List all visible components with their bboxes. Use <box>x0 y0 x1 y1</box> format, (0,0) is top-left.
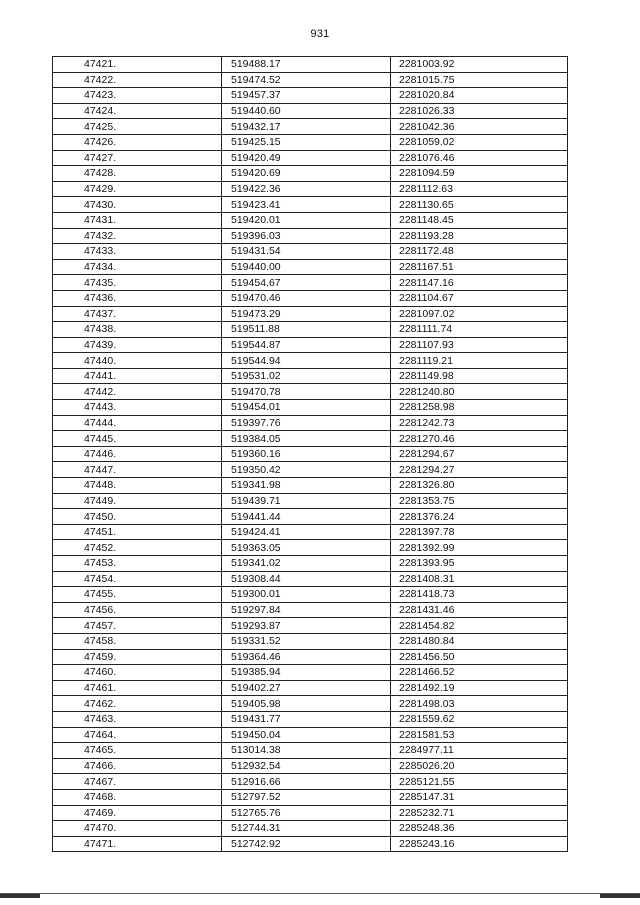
y-coordinate-cell: 2281003.92 <box>391 57 568 73</box>
x-coordinate-cell: 519341.98 <box>222 478 391 494</box>
y-coordinate-cell: 2281059.02 <box>391 134 568 150</box>
x-coordinate-cell: 519405.98 <box>222 696 391 712</box>
point-id-cell: 47461. <box>53 680 222 696</box>
table-row <box>53 259 568 275</box>
table-row <box>53 665 568 681</box>
point-id-cell: 47436. <box>53 290 222 306</box>
y-coordinate-cell: 2281119.21 <box>391 353 568 369</box>
point-id-cell: 47460. <box>53 665 222 681</box>
x-coordinate-cell: 519450.04 <box>222 727 391 743</box>
y-coordinate-cell: 2281559.62 <box>391 711 568 727</box>
y-coordinate-cell: 2281498.03 <box>391 696 568 712</box>
x-coordinate-cell: 519454.67 <box>222 275 391 291</box>
point-id-cell: 47444. <box>53 415 222 431</box>
y-coordinate-cell: 2281294.67 <box>391 446 568 462</box>
y-coordinate-cell: 2285026.20 <box>391 758 568 774</box>
table-row <box>53 571 568 587</box>
x-coordinate-cell: 519473.29 <box>222 306 391 322</box>
x-coordinate-cell: 519420.01 <box>222 212 391 228</box>
x-coordinate-cell: 519439.71 <box>222 493 391 509</box>
x-coordinate-cell: 519431.54 <box>222 244 391 260</box>
table-row <box>53 322 568 338</box>
table-row <box>53 836 568 852</box>
y-coordinate-cell: 2281149.98 <box>391 368 568 384</box>
point-id-cell: 47463. <box>53 711 222 727</box>
x-coordinate-cell: 519544.87 <box>222 337 391 353</box>
x-coordinate-cell: 519363.05 <box>222 540 391 556</box>
point-id-cell: 47424. <box>53 103 222 119</box>
y-coordinate-cell: 2281148.45 <box>391 212 568 228</box>
x-coordinate-cell: 519341.02 <box>222 556 391 572</box>
table-row <box>53 462 568 478</box>
y-coordinate-cell: 2281167.51 <box>391 259 568 275</box>
point-id-cell: 47467. <box>53 774 222 790</box>
table-row <box>53 774 568 790</box>
point-id-cell: 47428. <box>53 166 222 182</box>
x-coordinate-cell: 512797.52 <box>222 789 391 805</box>
x-coordinate-cell: 519470.46 <box>222 290 391 306</box>
y-coordinate-cell: 2281147.16 <box>391 275 568 291</box>
point-id-cell: 47432. <box>53 228 222 244</box>
x-coordinate-cell: 519384.05 <box>222 431 391 447</box>
point-id-cell: 47458. <box>53 633 222 649</box>
point-id-cell: 47452. <box>53 540 222 556</box>
point-id-cell: 47449. <box>53 493 222 509</box>
table-row <box>53 821 568 837</box>
x-coordinate-cell: 519531.02 <box>222 368 391 384</box>
table-row <box>53 88 568 104</box>
x-coordinate-cell: 519350.42 <box>222 462 391 478</box>
y-coordinate-cell: 2281270.46 <box>391 431 568 447</box>
coordinate-table <box>52 56 568 852</box>
y-coordinate-cell: 2285243.16 <box>391 836 568 852</box>
point-id-cell: 47455. <box>53 587 222 603</box>
table-row <box>53 805 568 821</box>
y-coordinate-cell: 2281408.31 <box>391 571 568 587</box>
y-coordinate-cell: 2285232.71 <box>391 805 568 821</box>
y-coordinate-cell: 2281480.84 <box>391 633 568 649</box>
scan-edge-mark-right <box>600 894 640 898</box>
x-coordinate-cell: 519441.44 <box>222 509 391 525</box>
table-row <box>53 134 568 150</box>
x-coordinate-cell: 519396.03 <box>222 228 391 244</box>
point-id-cell: 47433. <box>53 244 222 260</box>
table-row <box>53 446 568 462</box>
y-coordinate-cell: 2281111.74 <box>391 322 568 338</box>
table-row <box>53 618 568 634</box>
point-id-cell: 47430. <box>53 197 222 213</box>
table-row <box>53 166 568 182</box>
point-id-cell: 47438. <box>53 322 222 338</box>
point-id-cell: 47447. <box>53 462 222 478</box>
x-coordinate-cell: 519488.17 <box>222 57 391 73</box>
y-coordinate-cell: 2281418.73 <box>391 587 568 603</box>
x-coordinate-cell: 519300.01 <box>222 587 391 603</box>
point-id-cell: 47421. <box>53 57 222 73</box>
y-coordinate-cell: 2281020.84 <box>391 88 568 104</box>
y-coordinate-cell: 2281431.46 <box>391 602 568 618</box>
y-coordinate-cell: 2281107.93 <box>391 337 568 353</box>
x-coordinate-cell: 519511.88 <box>222 322 391 338</box>
table-row <box>53 602 568 618</box>
table-row <box>53 275 568 291</box>
x-coordinate-cell: 519422.36 <box>222 181 391 197</box>
x-coordinate-cell: 512742.92 <box>222 836 391 852</box>
table-row <box>53 743 568 759</box>
y-coordinate-cell: 2281094.59 <box>391 166 568 182</box>
table-row <box>53 649 568 665</box>
x-coordinate-cell: 519440.00 <box>222 259 391 275</box>
point-id-cell: 47453. <box>53 556 222 572</box>
x-coordinate-cell: 519420.69 <box>222 166 391 182</box>
point-id-cell: 47454. <box>53 571 222 587</box>
table-row <box>53 353 568 369</box>
point-id-cell: 47468. <box>53 789 222 805</box>
table-row <box>53 727 568 743</box>
y-coordinate-cell: 2281097.02 <box>391 306 568 322</box>
x-coordinate-cell: 512932.54 <box>222 758 391 774</box>
point-id-cell: 47445. <box>53 431 222 447</box>
y-coordinate-cell: 2284977.11 <box>391 743 568 759</box>
table-row <box>53 306 568 322</box>
x-coordinate-cell: 519402.27 <box>222 680 391 696</box>
point-id-cell: 47466. <box>53 758 222 774</box>
point-id-cell: 47429. <box>53 181 222 197</box>
table-row <box>53 244 568 260</box>
table-row <box>53 400 568 416</box>
table-row <box>53 72 568 88</box>
x-coordinate-cell: 519364.46 <box>222 649 391 665</box>
point-id-cell: 47423. <box>53 88 222 104</box>
y-coordinate-cell: 2281454.82 <box>391 618 568 634</box>
point-id-cell: 47464. <box>53 727 222 743</box>
point-id-cell: 47442. <box>53 384 222 400</box>
x-coordinate-cell: 519297.84 <box>222 602 391 618</box>
y-coordinate-cell: 2281353.75 <box>391 493 568 509</box>
y-coordinate-cell: 2281112.63 <box>391 181 568 197</box>
point-id-cell: 47457. <box>53 618 222 634</box>
table-row <box>53 119 568 135</box>
table-row <box>53 415 568 431</box>
x-coordinate-cell: 519423.41 <box>222 197 391 213</box>
table-row <box>53 789 568 805</box>
table-row <box>53 197 568 213</box>
x-coordinate-cell: 513014.38 <box>222 743 391 759</box>
table-row <box>53 228 568 244</box>
table-row <box>53 431 568 447</box>
point-id-cell: 47426. <box>53 134 222 150</box>
x-coordinate-cell: 519308.44 <box>222 571 391 587</box>
table-row <box>53 368 568 384</box>
table-row <box>53 509 568 525</box>
x-coordinate-cell: 519293.87 <box>222 618 391 634</box>
x-coordinate-cell: 519454.01 <box>222 400 391 416</box>
table-row <box>53 337 568 353</box>
x-coordinate-cell: 519470.78 <box>222 384 391 400</box>
x-coordinate-cell: 519431.77 <box>222 711 391 727</box>
table-row <box>53 212 568 228</box>
y-coordinate-cell: 2281242.73 <box>391 415 568 431</box>
table-row <box>53 540 568 556</box>
point-id-cell: 47465. <box>53 743 222 759</box>
x-coordinate-cell: 519544.94 <box>222 353 391 369</box>
x-coordinate-cell: 519424.41 <box>222 524 391 540</box>
y-coordinate-cell: 2281492.19 <box>391 680 568 696</box>
point-id-cell: 47450. <box>53 509 222 525</box>
y-coordinate-cell: 2281172.48 <box>391 244 568 260</box>
y-coordinate-cell: 2285147.31 <box>391 789 568 805</box>
table-row <box>53 478 568 494</box>
x-coordinate-cell: 519432.17 <box>222 119 391 135</box>
table-row <box>53 524 568 540</box>
y-coordinate-cell: 2285121.55 <box>391 774 568 790</box>
point-id-cell: 47435. <box>53 275 222 291</box>
point-id-cell: 47470. <box>53 821 222 837</box>
point-id-cell: 47437. <box>53 306 222 322</box>
point-id-cell: 47425. <box>53 119 222 135</box>
y-coordinate-cell: 2281130.65 <box>391 197 568 213</box>
y-coordinate-cell: 2281026.33 <box>391 103 568 119</box>
point-id-cell: 47431. <box>53 212 222 228</box>
x-coordinate-cell: 519457.37 <box>222 88 391 104</box>
table-row <box>53 711 568 727</box>
coordinate-table-body <box>53 57 568 852</box>
y-coordinate-cell: 2281294.27 <box>391 462 568 478</box>
y-coordinate-cell: 2281104.67 <box>391 290 568 306</box>
point-id-cell: 47427. <box>53 150 222 166</box>
x-coordinate-cell: 519397.76 <box>222 415 391 431</box>
table-row <box>53 150 568 166</box>
x-coordinate-cell: 519420.49 <box>222 150 391 166</box>
page-bottom-rule <box>0 893 640 894</box>
table-row <box>53 680 568 696</box>
y-coordinate-cell: 2281456.50 <box>391 649 568 665</box>
table-row <box>53 587 568 603</box>
table-row <box>53 181 568 197</box>
table-row <box>53 103 568 119</box>
table-row <box>53 290 568 306</box>
page-number: 931 <box>310 28 330 40</box>
x-coordinate-cell: 512744.31 <box>222 821 391 837</box>
point-id-cell: 47422. <box>53 72 222 88</box>
y-coordinate-cell: 2281581.53 <box>391 727 568 743</box>
y-coordinate-cell: 2281392.99 <box>391 540 568 556</box>
point-id-cell: 47434. <box>53 259 222 275</box>
y-coordinate-cell: 2285248.36 <box>391 821 568 837</box>
table-row <box>53 493 568 509</box>
y-coordinate-cell: 2281466.52 <box>391 665 568 681</box>
point-id-cell: 47469. <box>53 805 222 821</box>
x-coordinate-cell: 519331.52 <box>222 633 391 649</box>
point-id-cell: 47448. <box>53 478 222 494</box>
y-coordinate-cell: 2281326.80 <box>391 478 568 494</box>
y-coordinate-cell: 2281376.24 <box>391 509 568 525</box>
point-id-cell: 47462. <box>53 696 222 712</box>
table-row <box>53 384 568 400</box>
x-coordinate-cell: 519385.94 <box>222 665 391 681</box>
point-id-cell: 47459. <box>53 649 222 665</box>
x-coordinate-cell: 519360.16 <box>222 446 391 462</box>
table-row <box>53 696 568 712</box>
point-id-cell: 47441. <box>53 368 222 384</box>
y-coordinate-cell: 2281042.36 <box>391 119 568 135</box>
point-id-cell: 47443. <box>53 400 222 416</box>
x-coordinate-cell: 512916.66 <box>222 774 391 790</box>
y-coordinate-cell: 2281193.28 <box>391 228 568 244</box>
point-id-cell: 47456. <box>53 602 222 618</box>
x-coordinate-cell: 519425.15 <box>222 134 391 150</box>
table-row <box>53 57 568 73</box>
table-row <box>53 556 568 572</box>
table-row <box>53 758 568 774</box>
y-coordinate-cell: 2281076.46 <box>391 150 568 166</box>
y-coordinate-cell: 2281393.95 <box>391 556 568 572</box>
point-id-cell: 47446. <box>53 446 222 462</box>
x-coordinate-cell: 512765.76 <box>222 805 391 821</box>
y-coordinate-cell: 2281258.98 <box>391 400 568 416</box>
x-coordinate-cell: 519474.52 <box>222 72 391 88</box>
point-id-cell: 47440. <box>53 353 222 369</box>
table-row <box>53 633 568 649</box>
point-id-cell: 47451. <box>53 524 222 540</box>
point-id-cell: 47439. <box>53 337 222 353</box>
y-coordinate-cell: 2281240.80 <box>391 384 568 400</box>
y-coordinate-cell: 2281397.78 <box>391 524 568 540</box>
point-id-cell: 47471. <box>53 836 222 852</box>
y-coordinate-cell: 2281015.75 <box>391 72 568 88</box>
scan-edge-mark-left <box>0 894 40 898</box>
x-coordinate-cell: 519440.60 <box>222 103 391 119</box>
